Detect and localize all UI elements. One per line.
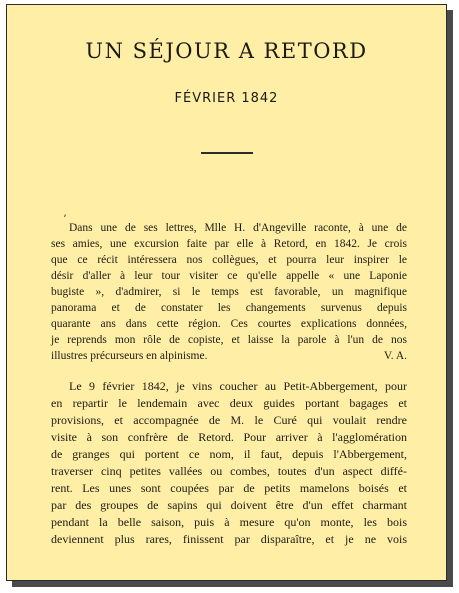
intro-line: quarante ans dans cette région. Ces courtes explications données, bbox=[51, 318, 407, 330]
body-line: deviennent plus rares, finissent par disparaître, et je ne vois bbox=[51, 532, 407, 546]
intro-last-text: illustres précurseurs en alpinisme. bbox=[51, 350, 208, 362]
intro-paragraph bbox=[51, 220, 407, 364]
body-line: visite à son confrère de Retord. Pour arriver à l'agglomération bbox=[51, 430, 407, 444]
body-line: pendant la belle saison, puis à mesure qu'on monte, les bois bbox=[51, 515, 407, 529]
body-line: par des groupes de sapins qui doivent être d'un effet charmant bbox=[51, 498, 407, 512]
intro-line: je reprends mon rôle de copiste, et laisse la parole à l'un de nos bbox=[51, 334, 407, 346]
body-paragraph bbox=[51, 378, 407, 548]
body-line: traverser cinq petites vallées ou combes, toutes d'un aspect diffé- bbox=[51, 464, 407, 478]
document-page bbox=[6, 4, 447, 581]
intro-last-line bbox=[51, 348, 407, 364]
body-line: rent. Les unes sont coupées par de petits mamelons boisés et bbox=[51, 481, 407, 495]
body-line: Le 9 février 1842, je vins coucher au Petit-Abbergement, pour bbox=[69, 379, 407, 393]
page-title: UN SÉJOUR A RETORD bbox=[85, 39, 368, 63]
intro-line: bugiste », d'admirer, si le temps est favorable, un magnifique bbox=[51, 286, 407, 298]
separator-rule bbox=[201, 152, 253, 154]
signature: V. A. bbox=[383, 350, 407, 362]
intro-line: panorama et de constater les changements survenus depuis bbox=[51, 302, 407, 314]
body-line: provisions, et accompagnée de M. le Curé qui voulait rendre bbox=[51, 413, 407, 427]
intro-line: que ce récit intéressera nos collègues, et pourra leur inspirer le bbox=[51, 254, 407, 266]
page-subtitle: FÉVRIER 1842 bbox=[174, 91, 279, 106]
intro-line: désir d'aller à leur tour visiter ce qu'elle appelle « une Laponie bbox=[51, 270, 407, 282]
margin-mark: ʼ bbox=[63, 214, 67, 225]
body-line: de granges qui portent ce nom, il faut, depuis l'Abbergement, bbox=[51, 447, 407, 461]
intro-line: Dans une de ses lettres, Mlle H. d'Angeville raconte, à une de bbox=[69, 222, 407, 234]
intro-line: ses amies, une excursion faite par elle à Retord, en 1842. Je crois bbox=[51, 238, 407, 250]
body-line: en repartir le lendemain avec deux guides portant bagages et bbox=[51, 396, 407, 410]
